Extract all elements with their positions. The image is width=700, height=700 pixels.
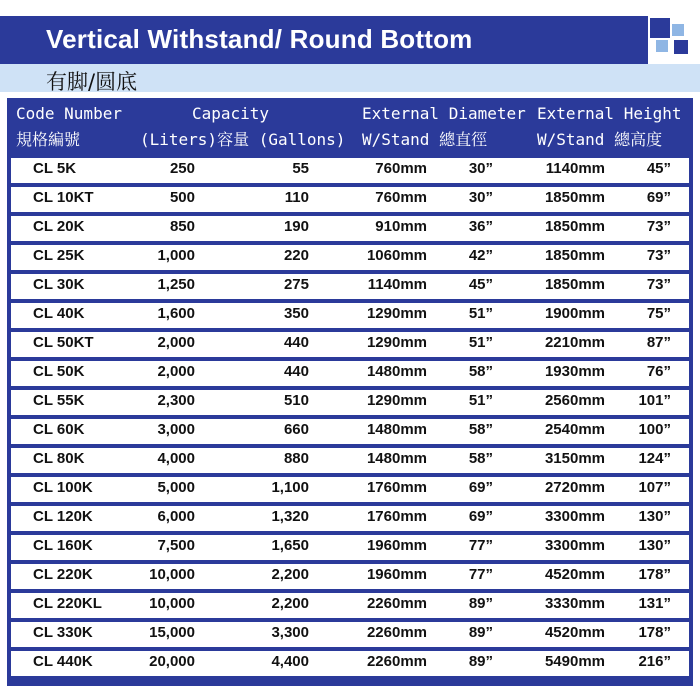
gallons-cell: 1,320 — [271, 508, 309, 525]
height-in-cell: 178” — [638, 624, 671, 641]
code-cell: CL 5K — [33, 160, 77, 177]
table-row — [11, 187, 689, 212]
diameter-in-cell: 45” — [468, 276, 493, 293]
gallons-cell: 510 — [283, 392, 309, 409]
height-in-cell: 73” — [646, 276, 671, 293]
spec-table — [7, 154, 693, 686]
height-in-cell: 130” — [638, 508, 671, 525]
diameter-mm-cell: 1760mm — [366, 508, 427, 525]
height-mm-cell: 1850mm — [544, 218, 605, 235]
diameter-mm-cell: 1290mm — [366, 392, 427, 409]
height-mm-cell: 3300mm — [544, 508, 605, 525]
brand-squares-icon — [650, 18, 694, 62]
gallons-cell: 440 — [283, 334, 309, 351]
code-cell: CL 100K — [33, 479, 93, 496]
table-row — [11, 622, 689, 647]
diameter-in-cell: 77” — [468, 566, 493, 583]
height-mm-cell: 1930mm — [544, 363, 605, 380]
diameter-in-cell: 30” — [468, 160, 493, 177]
code-cell: CL 120K — [33, 508, 93, 525]
liters-cell: 6,000 — [157, 508, 195, 525]
height-in-cell: 130” — [638, 537, 671, 554]
diameter-mm-cell: 1760mm — [366, 479, 427, 496]
height-in-cell: 178” — [638, 566, 671, 583]
liters-cell: 1,000 — [157, 247, 195, 264]
page-subtitle: 有脚/圆底 — [46, 70, 138, 94]
liters-cell: 7,500 — [157, 537, 195, 554]
diameter-in-cell: 58” — [468, 363, 493, 380]
gallons-cell: 350 — [283, 305, 309, 322]
table-row — [11, 245, 689, 270]
height-in-cell: 101” — [638, 392, 671, 409]
col-diameter-line2: W/Stand 總直徑 — [362, 130, 488, 149]
gallons-cell: 4,400 — [271, 653, 309, 670]
liters-cell: 20,000 — [149, 653, 195, 670]
table-row — [11, 361, 689, 386]
col-height-line1: External Height — [537, 104, 682, 123]
gallons-cell: 440 — [283, 363, 309, 380]
diameter-in-cell: 69” — [468, 508, 493, 525]
code-cell: CL 10KT — [33, 189, 94, 206]
height-mm-cell: 3330mm — [544, 595, 605, 612]
height-mm-cell: 4520mm — [544, 624, 605, 641]
height-in-cell: 216” — [638, 653, 671, 670]
table-row — [11, 158, 689, 183]
liters-cell: 500 — [169, 189, 195, 206]
gallons-cell: 55 — [292, 160, 309, 177]
code-cell: CL 220KL — [33, 595, 102, 612]
height-in-cell: 76” — [646, 363, 671, 380]
height-in-cell: 100” — [638, 421, 671, 438]
code-cell: CL 40K — [33, 305, 85, 322]
table-row — [11, 593, 689, 618]
table-row — [11, 390, 689, 415]
liters-cell: 250 — [169, 160, 195, 177]
code-cell: CL 330K — [33, 624, 93, 641]
diameter-mm-cell: 1480mm — [366, 450, 427, 467]
code-cell: CL 25K — [33, 247, 85, 264]
diameter-mm-cell: 1480mm — [366, 421, 427, 438]
diameter-mm-cell: 910mm — [375, 218, 427, 235]
col-height-line2: W/Stand 總高度 — [537, 130, 663, 149]
gallons-cell: 275 — [283, 276, 309, 293]
code-cell: CL 220K — [33, 566, 93, 583]
diameter-mm-cell: 760mm — [375, 189, 427, 206]
code-cell: CL 20K — [33, 218, 85, 235]
gallons-cell: 2,200 — [271, 566, 309, 583]
gallons-cell: 660 — [283, 421, 309, 438]
code-cell: CL 440K — [33, 653, 93, 670]
height-mm-cell: 2540mm — [544, 421, 605, 438]
diameter-in-cell: 51” — [468, 305, 493, 322]
gallons-cell: 2,200 — [271, 595, 309, 612]
liters-cell: 10,000 — [149, 566, 195, 583]
height-mm-cell: 1140mm — [545, 160, 605, 177]
diameter-in-cell: 77” — [468, 537, 493, 554]
gallons-cell: 880 — [283, 450, 309, 467]
height-mm-cell: 1850mm — [544, 276, 605, 293]
height-mm-cell: 2720mm — [544, 479, 605, 496]
diameter-mm-cell: 1140mm — [367, 276, 427, 293]
diameter-mm-cell: 1290mm — [366, 305, 427, 322]
col-capacity-line2: (Liters)容量 (Gallons) — [140, 130, 346, 149]
height-in-cell: 69” — [646, 189, 671, 206]
code-cell: CL 50KT — [33, 334, 94, 351]
liters-cell: 1,250 — [157, 276, 195, 293]
code-cell: CL 55K — [33, 392, 85, 409]
table-row — [11, 651, 689, 676]
diameter-mm-cell: 1060mm — [366, 247, 427, 264]
code-cell: CL 50K — [33, 363, 85, 380]
liters-cell: 2,000 — [157, 363, 195, 380]
diameter-in-cell: 51” — [468, 334, 493, 351]
page-title: Vertical Withstand/ Round Bottom — [46, 24, 473, 54]
col-diameter-line1: External Diameter — [362, 104, 526, 123]
height-in-cell: 75” — [646, 305, 671, 322]
code-cell: CL 80K — [33, 450, 85, 467]
diameter-in-cell: 89” — [468, 595, 493, 612]
liters-cell: 1,600 — [157, 305, 195, 322]
gallons-cell: 220 — [283, 247, 309, 264]
height-mm-cell: 2210mm — [544, 334, 605, 351]
diameter-in-cell: 30” — [468, 189, 493, 206]
height-mm-cell: 1900mm — [544, 305, 605, 322]
liters-cell: 3,000 — [157, 421, 195, 438]
height-mm-cell: 4520mm — [544, 566, 605, 583]
col-capacity-line1: Capacity — [192, 104, 270, 123]
gallons-cell: 190 — [283, 218, 309, 235]
col-code-line1: Code Number — [16, 104, 122, 123]
height-in-cell: 87” — [646, 334, 671, 351]
table-row — [11, 448, 689, 473]
liters-cell: 850 — [169, 218, 195, 235]
height-mm-cell: 3300mm — [544, 537, 605, 554]
table-row — [11, 274, 689, 299]
liters-cell: 4,000 — [157, 450, 195, 467]
diameter-mm-cell: 1290mm — [366, 334, 427, 351]
height-in-cell: 124” — [638, 450, 671, 467]
diameter-in-cell: 42” — [468, 247, 493, 264]
height-mm-cell: 3150mm — [544, 450, 605, 467]
gallons-cell: 1,650 — [271, 537, 309, 554]
diameter-mm-cell: 2260mm — [366, 624, 427, 641]
liters-cell: 10,000 — [149, 595, 195, 612]
diameter-in-cell: 51” — [468, 392, 493, 409]
table-row — [11, 332, 689, 357]
height-in-cell: 131” — [638, 595, 671, 612]
table-row — [11, 216, 689, 241]
table-row — [11, 419, 689, 444]
diameter-in-cell: 89” — [468, 624, 493, 641]
diameter-mm-cell: 1960mm — [366, 537, 427, 554]
liters-cell: 2,000 — [157, 334, 195, 351]
table-row — [11, 535, 689, 560]
col-code-line2: 規格編號 — [16, 130, 81, 149]
diameter-mm-cell: 760mm — [375, 160, 427, 177]
code-cell: CL 160K — [33, 537, 93, 554]
liters-cell: 2,300 — [157, 392, 195, 409]
table-row — [11, 564, 689, 589]
liters-cell: 5,000 — [157, 479, 195, 496]
diameter-in-cell: 58” — [468, 450, 493, 467]
gallons-cell: 110 — [284, 189, 309, 206]
diameter-mm-cell: 1960mm — [366, 566, 427, 583]
diameter-mm-cell: 1480mm — [366, 363, 427, 380]
code-cell: CL 30K — [33, 276, 85, 293]
liters-cell: 15,000 — [149, 624, 195, 641]
diameter-in-cell: 89” — [468, 653, 493, 670]
height-mm-cell: 1850mm — [544, 247, 605, 264]
diameter-mm-cell: 2260mm — [366, 653, 427, 670]
height-in-cell: 73” — [646, 247, 671, 264]
code-cell: CL 60K — [33, 421, 85, 438]
table-row — [11, 303, 689, 328]
height-mm-cell: 2560mm — [544, 392, 605, 409]
table-row — [11, 506, 689, 531]
gallons-cell: 3,300 — [271, 624, 309, 641]
table-row — [11, 477, 689, 502]
height-in-cell: 73” — [646, 218, 671, 235]
height-in-cell: 107” — [638, 479, 671, 496]
height-in-cell: 45” — [646, 160, 671, 177]
height-mm-cell: 5490mm — [544, 653, 605, 670]
height-mm-cell: 1850mm — [544, 189, 605, 206]
diameter-in-cell: 69” — [468, 479, 493, 496]
diameter-in-cell: 58” — [468, 421, 493, 438]
table-header — [7, 98, 693, 154]
diameter-mm-cell: 2260mm — [366, 595, 427, 612]
diameter-in-cell: 36” — [468, 218, 493, 235]
gallons-cell: 1,100 — [271, 479, 309, 496]
